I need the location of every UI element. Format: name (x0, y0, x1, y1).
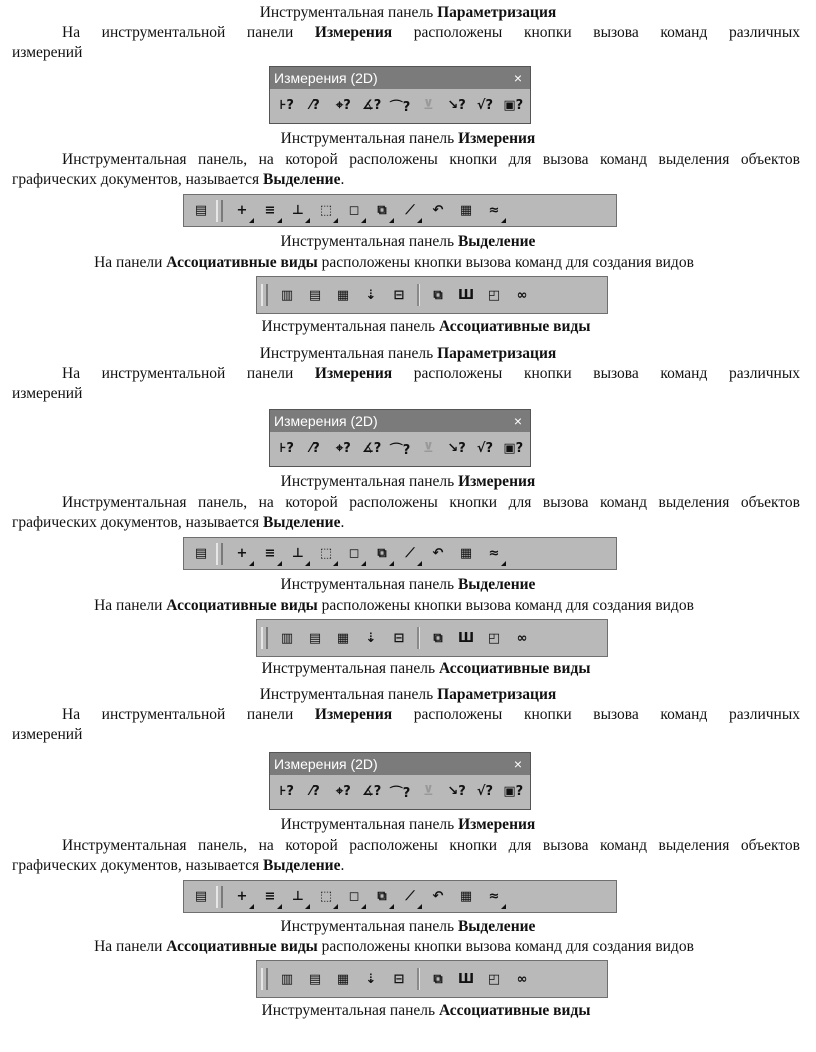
p3-bold: Ассоциативные виды (166, 938, 318, 955)
p2-text: графических документов, называется (12, 857, 264, 874)
roughness-icon[interactable]: √? (476, 783, 494, 799)
associative-views-toolbar (256, 619, 608, 657)
p2-text: графических документов, называется (12, 171, 264, 188)
caption-text: Инструментальная панель (280, 473, 459, 490)
caption-text: Инструментальная панель (261, 318, 439, 335)
arrow-view-icon[interactable]: ⇣ (365, 971, 377, 987)
angular-dimension-icon[interactable]: ∡? (362, 783, 382, 799)
view-from-model-icon[interactable]: ▤ (308, 287, 322, 303)
select-secant-frame-icon[interactable]: ◻ (341, 885, 367, 909)
base-icon[interactable]: ▣? (503, 783, 524, 799)
projection-view-icon[interactable]: ▦ (336, 630, 350, 646)
toolbar-grip[interactable] (216, 543, 223, 565)
paragraph-selection-cont (12, 857, 344, 875)
roughness-icon[interactable]: √? (476, 440, 494, 456)
paragraph-dimensions-cont: измерений (12, 385, 83, 402)
select-by-type-icon[interactable]: ⊥ (285, 885, 311, 909)
base-icon[interactable]: ▣? (503, 97, 524, 113)
associative-views-toolbar (256, 276, 608, 314)
projection-view-icon[interactable]: ▦ (336, 287, 350, 303)
select-curve-icon[interactable]: ≈ (481, 199, 507, 223)
select-polygon-icon[interactable]: ⧉ (369, 885, 395, 909)
paragraph-dimensions-cont: измерений (12, 726, 83, 743)
select-layer-icon[interactable]: ≡ (257, 542, 283, 566)
select-layer-icon[interactable]: ≡ (257, 885, 283, 909)
select-frame-icon[interactable]: ⬚ (313, 885, 339, 909)
p1-bold: Измерения (314, 365, 393, 382)
paragraph-selection-cont (12, 514, 344, 532)
select-polygon-icon[interactable]: ⧉ (369, 542, 395, 566)
local-section-icon[interactable]: ∞ (516, 971, 528, 987)
select-curve-icon[interactable]: ≈ (481, 542, 507, 566)
selection-toolbar (183, 537, 617, 570)
local-view-icon[interactable]: ⧉ (433, 630, 443, 646)
break-view-icon[interactable]: Ш (457, 971, 475, 987)
detail-view-icon[interactable]: ◰ (487, 287, 501, 303)
select-point-icon[interactable]: + (229, 885, 255, 909)
standard-views-icon[interactable]: ▥ (280, 287, 294, 303)
caption-bold: Ассоциативные виды (438, 660, 591, 677)
associative-views-toolbar (256, 960, 608, 998)
heading-text: Инструментальная панель (259, 345, 438, 362)
caption-selection (0, 918, 816, 936)
select-layer-icon[interactable]: ≡ (257, 199, 283, 223)
select-by-properties-icon[interactable]: ▦ (459, 546, 473, 561)
toolbar-grip[interactable] (216, 200, 223, 222)
dimensions-toolbar-titlebar (270, 753, 530, 775)
caption-bold: Ассоциативные виды (438, 318, 591, 335)
caption-bold: Выделение (457, 233, 536, 250)
section-heading (0, 4, 816, 22)
select-by-properties-icon[interactable]: ▦ (459, 889, 473, 904)
paragraph-dimensions (62, 365, 800, 383)
select-line-icon[interactable]: ⟋ (397, 199, 423, 223)
p1-bold: Измерения (314, 24, 393, 41)
caption-assoc (18, 1002, 816, 1020)
p3-bold: Ассоциативные виды (166, 254, 318, 271)
section-view-icon[interactable]: ⊟ (393, 287, 405, 303)
paragraph-selection: Инструментальная панель, на которой расположены кнопки для вызова команд выделения объектов (62, 151, 800, 168)
p3-text2: расположены кнопки вызова команд для создания видов (317, 597, 694, 614)
p1-text2: расположены кнопки вызова команд различных (392, 365, 800, 382)
close-icon[interactable]: × (513, 70, 522, 86)
caption-text: Инструментальная панель (261, 1002, 439, 1019)
p1-text2: расположены кнопки вызова команд различных (392, 706, 800, 723)
dimensions-toolbar-window (269, 752, 531, 810)
break-view-icon[interactable]: Ш (457, 287, 475, 303)
caption-dimensions (0, 130, 816, 148)
dimensions-toolbar-window (269, 66, 531, 124)
selection-toolbar (183, 194, 617, 227)
p3-bold: Ассоциативные виды (166, 597, 318, 614)
radial-dimension-icon[interactable]: ⌖? (335, 440, 351, 456)
local-section-icon[interactable]: ∞ (516, 287, 528, 303)
base-icon[interactable]: ▣? (503, 440, 524, 456)
diameter-dimension-icon[interactable]: ⁄? (310, 783, 320, 799)
paragraph-assoc (0, 597, 802, 615)
leader-icon[interactable]: ↘? (447, 783, 466, 799)
arc-dimension-icon[interactable]: ⌒? (389, 99, 411, 115)
p3-text2: расположены кнопки вызова команд для создания видов (317, 938, 694, 955)
detail-view-icon[interactable]: ◰ (487, 630, 501, 646)
paragraph-assoc (0, 938, 802, 956)
caption-selection (0, 576, 816, 594)
caption-text: Инструментальная панель (280, 816, 459, 833)
close-icon[interactable]: × (513, 756, 522, 772)
selection-toolbar (183, 880, 617, 913)
dimensions-toolbar-window (269, 409, 531, 467)
p2-bold: Выделение (263, 171, 341, 188)
select-curve-icon[interactable]: ≈ (481, 885, 507, 909)
select-secant-frame-icon[interactable]: ◻ (341, 199, 367, 223)
caption-assoc (18, 660, 816, 678)
arc-dimension-icon[interactable]: ⌒? (389, 785, 411, 801)
p1-text: На инструментальной панели (62, 706, 315, 723)
local-view-icon[interactable]: ⧉ (433, 287, 443, 303)
caption-assoc (18, 318, 816, 336)
toolbar-grip[interactable] (261, 968, 268, 990)
section-heading (0, 345, 816, 363)
select-secant-frame-icon[interactable]: ◻ (341, 542, 367, 566)
height-mark-icon[interactable]: ⊻ (423, 97, 434, 113)
heading-bold: Параметризация (437, 686, 557, 703)
caption-bold: Измерения (458, 473, 536, 490)
caption-bold: Выделение (457, 918, 536, 935)
caption-dimensions (0, 473, 816, 491)
section-view-icon[interactable]: ⊟ (393, 630, 405, 646)
dimensions-toolbar-title: Измерения (2D) (274, 413, 378, 429)
p1-text: На инструментальной панели (62, 365, 315, 382)
arc-dimension-icon[interactable]: ⌒? (389, 442, 411, 458)
caption-text: Инструментальная панель (280, 918, 458, 935)
paragraph-assoc (0, 254, 802, 272)
toolbar-separator (417, 968, 420, 990)
break-view-icon[interactable]: Ш (457, 630, 475, 646)
arrow-view-icon[interactable]: ⇣ (365, 630, 377, 646)
p2-bold: Выделение (263, 514, 341, 531)
dimensions-toolbar-titlebar (270, 67, 530, 89)
select-point-icon[interactable]: + (229, 199, 255, 223)
select-by-type-icon[interactable]: ⊥ (285, 542, 311, 566)
paragraph-selection: Инструментальная панель, на которой расположены кнопки для вызова команд выделения объектов (62, 837, 800, 854)
detail-view-icon[interactable]: ◰ (487, 971, 501, 987)
leader-icon[interactable]: ↘? (447, 97, 466, 113)
caption-text: Инструментальная панель (280, 576, 458, 593)
standard-views-icon[interactable]: ▥ (280, 630, 294, 646)
toolbar-grip[interactable] (216, 886, 223, 908)
p1-text2: расположены кнопки вызова команд различных (392, 24, 800, 41)
heading-text: Инструментальная панель (259, 4, 438, 21)
height-mark-icon[interactable]: ⊻ (423, 783, 434, 799)
p3-text2: расположены кнопки вызова команд для создания видов (317, 254, 694, 271)
p2-period: . (340, 171, 345, 188)
caption-dimensions (0, 816, 816, 834)
select-polygon-icon[interactable]: ⧉ (369, 199, 395, 223)
arrow-view-icon[interactable]: ⇣ (365, 287, 377, 303)
heading-bold: Параметризация (437, 4, 557, 21)
linear-dimension-icon[interactable]: ⊦? (279, 440, 294, 456)
p2-period: . (340, 514, 345, 531)
caption-selection (0, 233, 816, 251)
height-mark-icon[interactable]: ⊻ (423, 440, 434, 456)
dimensions-toolbar-title: Измерения (2D) (274, 70, 378, 86)
p1-text: На инструментальной панели (62, 24, 315, 41)
paragraph-selection: Инструментальная панель, на которой расположены кнопки для вызова команд выделения объектов (62, 494, 800, 511)
p2-bold: Выделение (263, 857, 341, 874)
angular-dimension-icon[interactable]: ∡? (362, 440, 382, 456)
select-frame-icon[interactable]: ⬚ (313, 199, 339, 223)
paragraph-dimensions-cont: измерений (12, 44, 83, 61)
diameter-dimension-icon[interactable]: ⁄? (310, 440, 320, 456)
projection-view-icon[interactable]: ▦ (336, 971, 350, 987)
radial-dimension-icon[interactable]: ⌖? (335, 97, 351, 113)
p2-text: графических документов, называется (12, 514, 264, 531)
diameter-dimension-icon[interactable]: ⁄? (310, 97, 320, 113)
caption-bold: Ассоциативные виды (438, 1002, 591, 1019)
view-from-model-icon[interactable]: ▤ (308, 971, 322, 987)
p3-text: На панели (94, 597, 167, 614)
p2-period: . (340, 857, 345, 874)
toolbar-separator (417, 284, 420, 306)
select-frame-icon[interactable]: ⬚ (313, 542, 339, 566)
p3-text: На панели (94, 254, 167, 271)
radial-dimension-icon[interactable]: ⌖? (335, 783, 351, 799)
select-all-icon[interactable]: ▤ (194, 203, 208, 218)
standard-views-icon[interactable]: ▥ (280, 971, 294, 987)
caption-bold: Выделение (457, 576, 536, 593)
paragraph-selection-cont (12, 171, 344, 189)
roughness-icon[interactable]: √? (476, 97, 494, 113)
section-view-icon[interactable]: ⊟ (393, 971, 405, 987)
p3-text: На панели (94, 938, 167, 955)
select-by-properties-icon[interactable]: ▦ (459, 203, 473, 218)
caption-text: Инструментальная панель (280, 233, 458, 250)
heading-bold: Параметризация (437, 345, 557, 362)
caption-bold: Измерения (458, 130, 536, 147)
paragraph-dimensions (62, 706, 800, 724)
toolbar-grip[interactable] (261, 284, 268, 306)
undo-selection-icon[interactable]: ↶ (432, 203, 444, 218)
section-heading (0, 686, 816, 704)
view-from-model-icon[interactable]: ▤ (308, 630, 322, 646)
local-section-icon[interactable]: ∞ (516, 630, 528, 646)
undo-selection-icon[interactable]: ↶ (432, 546, 444, 561)
toolbar-separator (417, 627, 420, 649)
p1-bold: Измерения (314, 706, 393, 723)
angular-dimension-icon[interactable]: ∡? (362, 97, 382, 113)
select-all-icon[interactable]: ▤ (194, 546, 208, 561)
linear-dimension-icon[interactable]: ⊦? (279, 97, 294, 113)
close-icon[interactable]: × (513, 413, 522, 429)
leader-icon[interactable]: ↘? (447, 440, 466, 456)
caption-bold: Измерения (458, 816, 536, 833)
paragraph-dimensions (62, 24, 800, 42)
select-by-type-icon[interactable]: ⊥ (285, 199, 311, 223)
dimensions-toolbar-titlebar (270, 410, 530, 432)
select-point-icon[interactable]: + (229, 542, 255, 566)
select-line-icon[interactable]: ⟋ (397, 542, 423, 566)
heading-text: Инструментальная панель (259, 686, 438, 703)
dimensions-toolbar-title: Измерения (2D) (274, 756, 378, 772)
caption-text: Инструментальная панель (280, 130, 459, 147)
select-all-icon[interactable]: ▤ (194, 889, 208, 904)
toolbar-grip[interactable] (261, 627, 268, 649)
linear-dimension-icon[interactable]: ⊦? (279, 783, 294, 799)
undo-selection-icon[interactable]: ↶ (432, 889, 444, 904)
select-line-icon[interactable]: ⟋ (397, 885, 423, 909)
local-view-icon[interactable]: ⧉ (433, 971, 443, 987)
caption-text: Инструментальная панель (261, 660, 439, 677)
